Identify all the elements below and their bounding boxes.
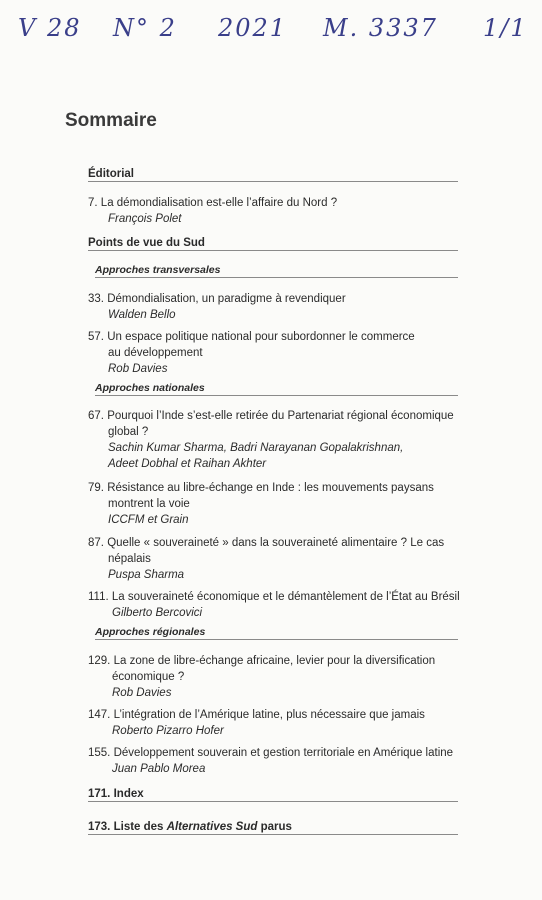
liste-page-number: 173. bbox=[88, 821, 111, 833]
index-label: Index bbox=[113, 788, 144, 800]
toc-liste-parus[interactable] bbox=[88, 821, 458, 835]
entry-title-continued: au développement bbox=[108, 347, 203, 359]
subsection-regionales: Approches régionales bbox=[95, 626, 458, 640]
handwriting-number: N° 2 bbox=[113, 14, 177, 42]
subsection-transversales: Approches transversales bbox=[95, 264, 458, 278]
entry-title: La zone de libre-échange africaine, levier pour la diversification bbox=[113, 655, 436, 667]
entry-page-number: 87. bbox=[88, 537, 104, 549]
entry-page-number: 111. bbox=[88, 591, 109, 603]
toc-entry[interactable] bbox=[88, 291, 473, 323]
toc-entry[interactable] bbox=[88, 480, 473, 528]
entry-title-continued: global ? bbox=[108, 426, 149, 438]
entry-author: Adeet Dobhal et Raihan Akhter bbox=[108, 458, 267, 470]
liste-label-post: parus bbox=[260, 821, 292, 833]
handwriting-page: 1/1 bbox=[483, 14, 528, 42]
toc-entry[interactable] bbox=[88, 535, 473, 583]
entry-author: Puspa Sharma bbox=[108, 569, 185, 581]
entry-title: L’intégration de l’Amérique latine, plus nécessaire que jamais bbox=[113, 709, 425, 721]
entry-author: Walden Bello bbox=[108, 309, 176, 321]
index-page-number: 171. bbox=[88, 788, 111, 800]
toc-entry[interactable] bbox=[88, 589, 473, 621]
liste-label-italic: Alternatives Sud bbox=[166, 821, 258, 833]
toc-entry[interactable] bbox=[88, 707, 473, 739]
handwriting-year: 2021 bbox=[218, 14, 288, 42]
entry-page-number: 33. bbox=[88, 293, 104, 305]
entry-author: Roberto Pizarro Hofer bbox=[112, 725, 224, 737]
entry-title: Quelle « souveraineté » dans la souveraineté alimentaire ? Le cas bbox=[107, 537, 445, 549]
toc-entry[interactable] bbox=[88, 653, 473, 701]
entry-author: François Polet bbox=[108, 213, 182, 225]
liste-label-pre: Liste des bbox=[113, 821, 164, 833]
entry-author: ICCFM et Grain bbox=[108, 514, 189, 526]
entry-author: Rob Davies bbox=[108, 363, 168, 375]
entry-title: Un espace politique national pour subordonner le commerce bbox=[107, 331, 415, 343]
entry-title-continued: montrent la voie bbox=[108, 498, 190, 510]
entry-page-number: 7. bbox=[88, 197, 98, 209]
toc-index[interactable] bbox=[88, 788, 458, 802]
toc-entry[interactable] bbox=[88, 745, 473, 777]
toc-entry[interactable] bbox=[88, 195, 473, 227]
entry-page-number: 79. bbox=[88, 482, 104, 494]
entry-author: Rob Davies bbox=[112, 687, 172, 699]
entry-title: Démondialisation, un paradigme à revendiquer bbox=[107, 293, 346, 305]
entry-title: Développement souverain et gestion territoriale en Amérique latine bbox=[113, 747, 454, 759]
toc-entry[interactable] bbox=[88, 329, 473, 377]
section-points-de-vue: Points de vue du Sud bbox=[88, 237, 458, 251]
section-editorial: Éditorial bbox=[88, 168, 458, 182]
entry-author: Juan Pablo Morea bbox=[112, 763, 206, 775]
entry-page-number: 57. bbox=[88, 331, 104, 343]
entry-page-number: 147. bbox=[88, 709, 111, 721]
entry-title: La souveraineté économique et le démantèlement de l’État au Brésil bbox=[111, 591, 460, 603]
entry-page-number: 129. bbox=[88, 655, 111, 667]
entry-title: La démondialisation est-elle l’affaire du Nord ? bbox=[100, 197, 338, 209]
entry-author: Gilberto Bercovici bbox=[112, 607, 203, 619]
handwritten-annotation bbox=[18, 14, 528, 54]
handwriting-ref: M. 3337 bbox=[323, 14, 438, 42]
handwriting-volume: V 28 bbox=[18, 14, 82, 42]
subsection-nationales: Approches nationales bbox=[95, 382, 458, 396]
entry-author: Sachin Kumar Sharma, Badri Narayanan Gopalakrishnan, bbox=[108, 442, 404, 454]
entry-title-continued: népalais bbox=[108, 553, 151, 565]
entry-title: Résistance au libre-échange en Inde : les mouvements paysans bbox=[107, 482, 434, 494]
entry-title-continued: économique ? bbox=[112, 671, 185, 683]
page-title: Sommaire bbox=[65, 110, 157, 131]
toc-entry[interactable] bbox=[88, 408, 473, 472]
entry-page-number: 67. bbox=[88, 410, 104, 422]
entry-title: Pourquoi l’Inde s’est-elle retirée du Partenariat régional économique bbox=[107, 410, 454, 422]
entry-page-number: 155. bbox=[88, 747, 111, 759]
